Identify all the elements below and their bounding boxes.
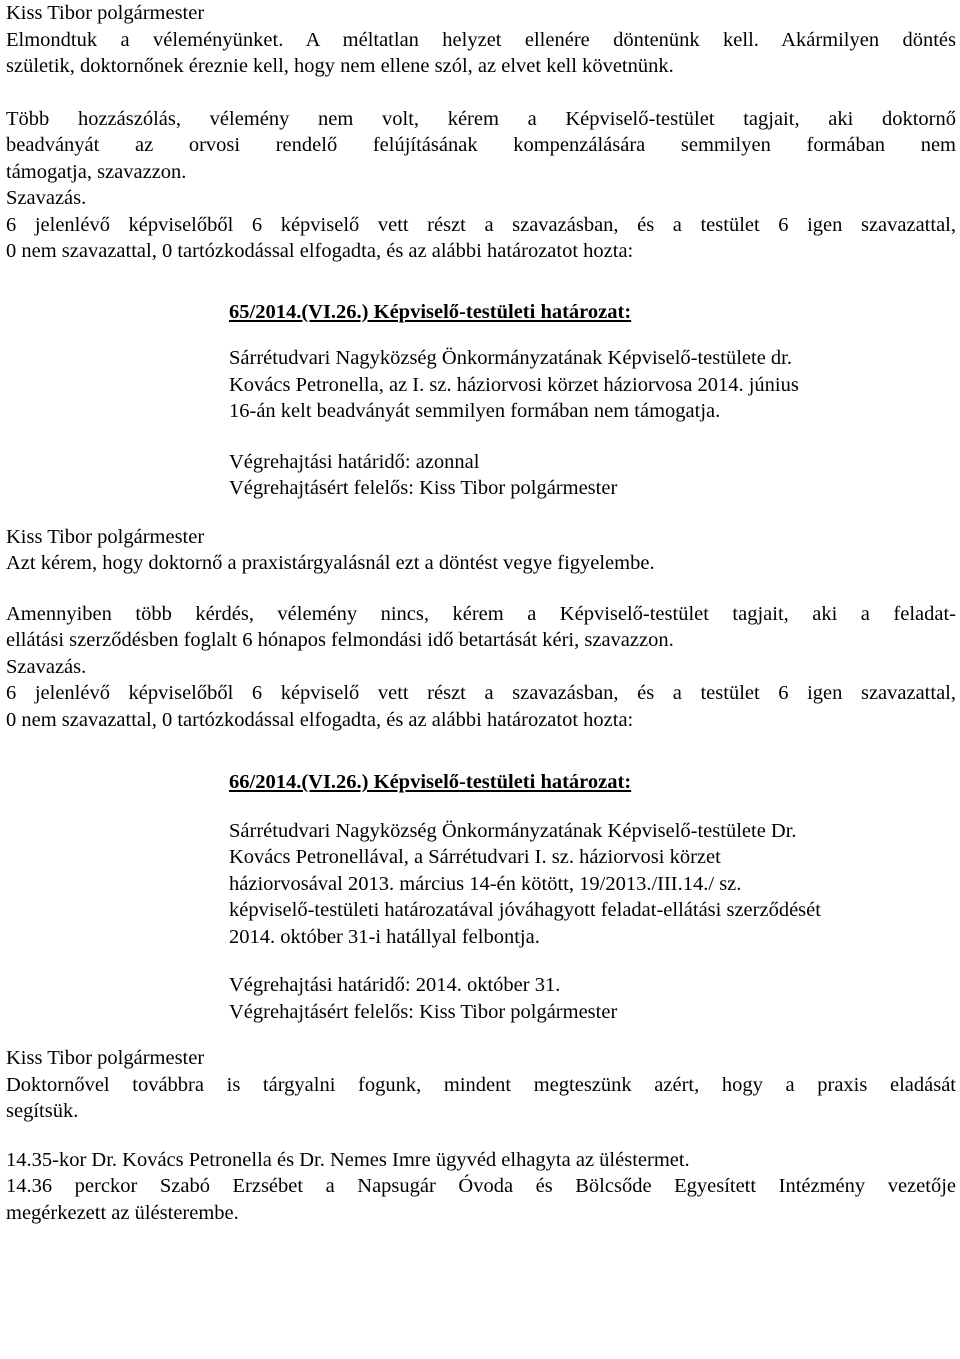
resolution-text-line: 16-án kelt beadványát semmilyen formában nem támogatja. — [229, 400, 721, 422]
resolution-responsible: Végrehajtásért felelős: Kiss Tibor polgármester — [229, 1000, 618, 1023]
vote-label: Szavazás. — [6, 187, 87, 209]
resolution-responsible: Végrehajtásért felelős: Kiss Tibor polgármester — [229, 477, 618, 499]
resolution-text-line: Kovács Petronella, az I. sz. háziorvosi körzet háziorvosa 2014. június — [229, 373, 799, 396]
paragraph-line: beadványát az orvosi rendelő felújításának kompenzálására semmilyen formában nem — [6, 134, 956, 156]
resolution-deadline: Végrehajtási határidő: azonnal — [229, 450, 480, 473]
paragraph-line: Doktornővel továbbra is tárgyalni fogunk, mindent megteszünk azért, hogy a praxis eladását — [6, 1073, 956, 1096]
resolution-title: 65/2014.(VI.26.) Képviselő-testületi határozat: — [229, 300, 632, 323]
paragraph-line: Elmondtuk a véleményünket. A méltatlan helyzet ellenére döntenünk kell. Akármilyen döntés — [6, 28, 956, 51]
paragraph-line: Amennyiben több kérdés, vélemény nincs, kérem a Képviselő-testület tagjait, aki a feladat- — [6, 602, 956, 625]
vote-result-line: 6 jelenlévő képviselőből 6 képviselő vett részt a szavazásban, és a testület 6 igen szavazattal, — [6, 682, 956, 704]
paragraph-line: születik, doktornőnek éreznie kell, hogy nem ellene szól, az elvet kell követnünk. — [6, 55, 674, 77]
event-note: megérkezett az ülésterembe. — [6, 1201, 239, 1224]
vote-result-line: 6 jelenlévő képviselőből 6 képviselő vett részt a szavazásban, és a testület 6 igen szavazattal, — [6, 213, 956, 236]
resolution-text-line: képviselő-testületi határozatával jóváhagyott feladat-ellátási szerződését — [229, 899, 821, 921]
resolution-text-line: Kovács Petronellával, a Sárrétudvari I. sz. háziorvosi körzet — [229, 846, 721, 868]
resolution-text-line: Sárrétudvari Nagyközség Önkormányzatának Képviselő-testülete Dr. — [229, 819, 797, 842]
resolution-deadline: Végrehajtási határidő: 2014. október 31. — [229, 974, 561, 996]
paragraph-line: Azt kérem, hogy doktornő a praxistárgyalásnál ezt a döntést vegye figyelembe. — [6, 552, 655, 574]
speaker-name: Kiss Tibor polgármester — [6, 2, 205, 24]
resolution-title: 66/2014.(VI.26.) Képviselő-testületi határozat: — [229, 771, 632, 793]
resolution-text-line: 2014. október 31-i hatállyal felbontja. — [229, 925, 540, 948]
document-page — [6, 0, 956, 1226]
resolution-text-line: háziorvosával 2013. március 14-én kötött, 19/2013./III.14./ sz. — [229, 872, 742, 895]
vote-result-line: 0 nem szavazattal, 0 tartózkodással elfogadta, és az alábbi határozatot hozta: — [6, 240, 634, 262]
speaker-name: Kiss Tibor polgármester — [6, 1047, 205, 1069]
paragraph-line: ellátási szerződésben foglalt 6 hónapos felmondási idő betartását kéri, szavazzon. — [6, 629, 674, 651]
vote-result-line: 0 nem szavazattal, 0 tartózkodással elfogadta, és az alábbi határozatot hozta: — [6, 708, 634, 731]
event-note: 14.35-kor Dr. Kovács Petronella és Dr. Nemes Imre ügyvéd elhagyta az üléstermet. — [6, 1148, 690, 1171]
event-note: 14.36 perckor Szabó Erzsébet a Napsugár Óvoda és Bölcsőde Egyesített Intézmény vezetője — [6, 1175, 956, 1197]
vote-label: Szavazás. — [6, 655, 87, 678]
resolution-text-line: Sárrétudvari Nagyközség Önkormányzatának Képviselő-testülete dr. — [229, 347, 792, 369]
speaker-name: Kiss Tibor polgármester — [6, 525, 205, 548]
paragraph-line: segítsük. — [6, 1100, 79, 1122]
paragraph-line: Több hozzászólás, vélemény nem volt, kérem a Képviselő-testület tagjait, aki doktornő — [6, 107, 956, 130]
paragraph-line: támogatja, szavazzon. — [6, 160, 187, 183]
